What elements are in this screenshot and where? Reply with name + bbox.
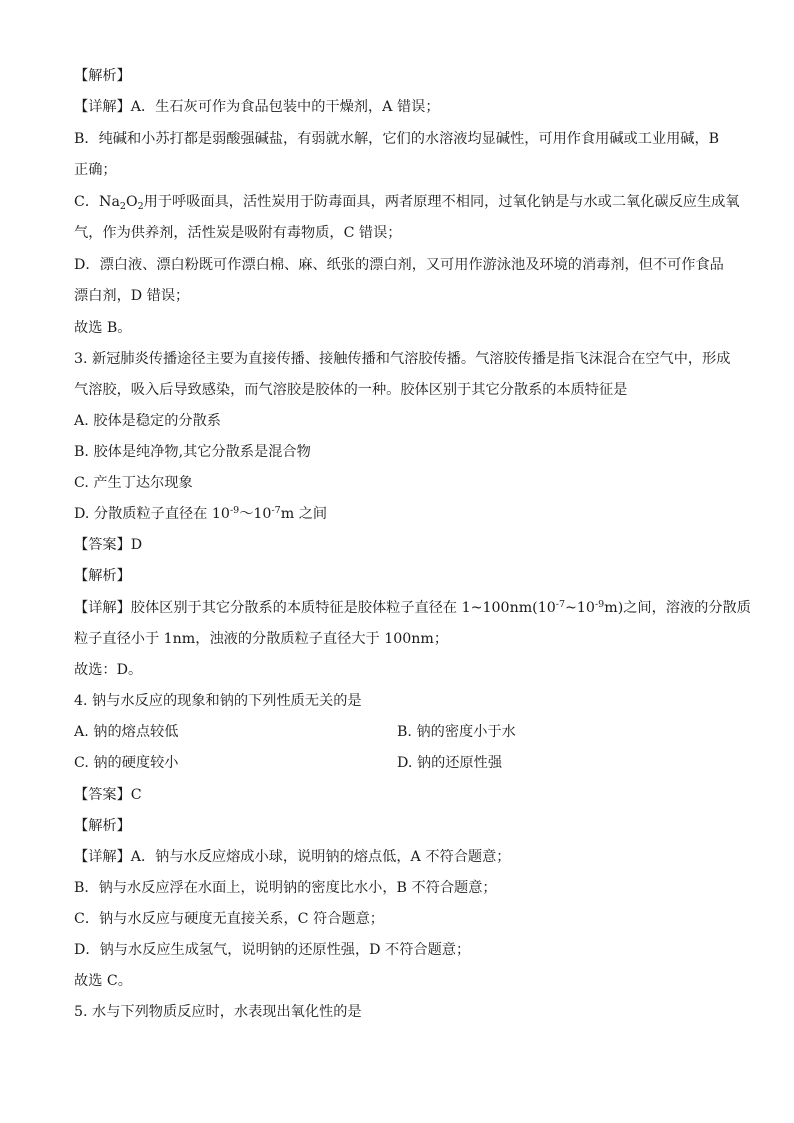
explanation-line: B．纯碱和小苏打都是弱酸强碱盐，有弱就水解，它们的水溶液均显碱性，可用作食用碱或工业用碱，B <box>74 131 720 147</box>
option-a: A. 胶体是稳定的分散系 <box>74 413 221 429</box>
explanation-line: 正确； <box>74 162 117 178</box>
question-3-stem: 3. 新冠肺炎传播途径主要为直接传播、接触传播和气溶胶传播。气溶胶传播是指飞沫混合在空气中，形成 <box>74 351 731 367</box>
text-fragment: 【详解】胶体区别于其它分散系的本质特征是胶体粒子直径在 1~100nm(10 <box>74 600 556 616</box>
text-fragment: D. 分散质粒子直径在 10 <box>74 506 230 522</box>
option-a: A. 钠的熔点较低 <box>74 724 179 740</box>
explanation-line <box>74 598 751 618</box>
text-fragment: C．Na <box>74 194 120 210</box>
subscript: 2 <box>137 201 144 212</box>
answer-line: 【答案】D <box>74 537 143 553</box>
question-4-stem: 4. 钠与水反应的现象和钠的下列性质无关的是 <box>74 693 362 709</box>
explanation-line: B．钠与水反应浮在水面上，说明钠的密度比水小，B 不符合题意； <box>74 880 497 896</box>
text-fragment: ~10 <box>565 600 595 616</box>
answer-line: 【答案】C <box>74 787 142 803</box>
subscript: 2 <box>119 201 126 212</box>
superscript: -7 <box>555 599 566 610</box>
options-row <box>74 753 724 773</box>
explanation-line: D．漂白液、漂白粉既可作漂白棉、麻、纸张的漂白剂，又可用作游泳池及环境的消毒剂，但不可作食品 <box>74 257 724 273</box>
analysis-heading: 【解析】 <box>74 568 131 584</box>
option-b: B. 钠的密度小于水 <box>397 724 516 740</box>
text-fragment: O <box>125 194 138 210</box>
explanation-line: 漂白剂，D 错误； <box>74 288 190 304</box>
explanation-line: 【详解】A．生石灰可作为食品包装中的干燥剂，A 错误； <box>74 99 440 115</box>
text-fragment: 用于呼吸面具，活性炭用于防毒面具，两者原理不相同，过氧化钠是与水或二氧化碳反应生成氧 <box>143 194 740 210</box>
explanation-line: 粒子直径小于 1nm，浊液的分散质粒子直径大于 100nm； <box>74 631 449 647</box>
option-d <box>74 504 724 524</box>
conclusion-line: 故选：D。 <box>74 662 143 678</box>
option-c: C. 钠的硬度较小 <box>74 755 179 771</box>
question-3-stem: 气溶胶，吸入后导致感染，而气溶胶是胶体的一种。胶体区别于其它分散系的本质特征是 <box>74 382 628 398</box>
explanation-line <box>74 192 740 212</box>
explanation-line: 【详解】A．钠与水反应熔成小球，说明钠的熔点低，A 不符合题意； <box>74 849 511 865</box>
superscript: -9 <box>594 599 605 610</box>
analysis-heading: 【解析】 <box>74 68 131 84</box>
option-c: C. 产生丁达尔现象 <box>74 475 193 491</box>
superscript: -9 <box>229 505 240 516</box>
analysis-heading: 【解析】 <box>74 818 131 834</box>
conclusion-line: 故选 C。 <box>74 973 132 989</box>
text-fragment: m)之间，溶液的分散质 <box>604 600 751 616</box>
options-row <box>74 722 724 742</box>
conclusion-line: 故选 B。 <box>74 320 132 336</box>
explanation-line: D．钠与水反应生成氢气，说明钠的还原性强，D 不符合题意； <box>74 942 471 958</box>
text-fragment: ～10 <box>239 506 272 522</box>
superscript: -7 <box>271 505 281 516</box>
option-b: B. 胶体是纯净物,其它分散系是混合物 <box>74 444 311 460</box>
explanation-line: 气，作为供养剂，活性炭是吸附有毒物质，C 错误； <box>74 225 402 241</box>
question-5-stem: 5. 水与下列物质反应时，水表现出氧化性的是 <box>74 1004 362 1020</box>
option-d: D. 钠的还原性强 <box>397 755 503 771</box>
text-fragment: m 之间 <box>280 506 328 522</box>
explanation-line: C．钠与水反应与硬度无直接关系，C 符合题意； <box>74 911 384 927</box>
